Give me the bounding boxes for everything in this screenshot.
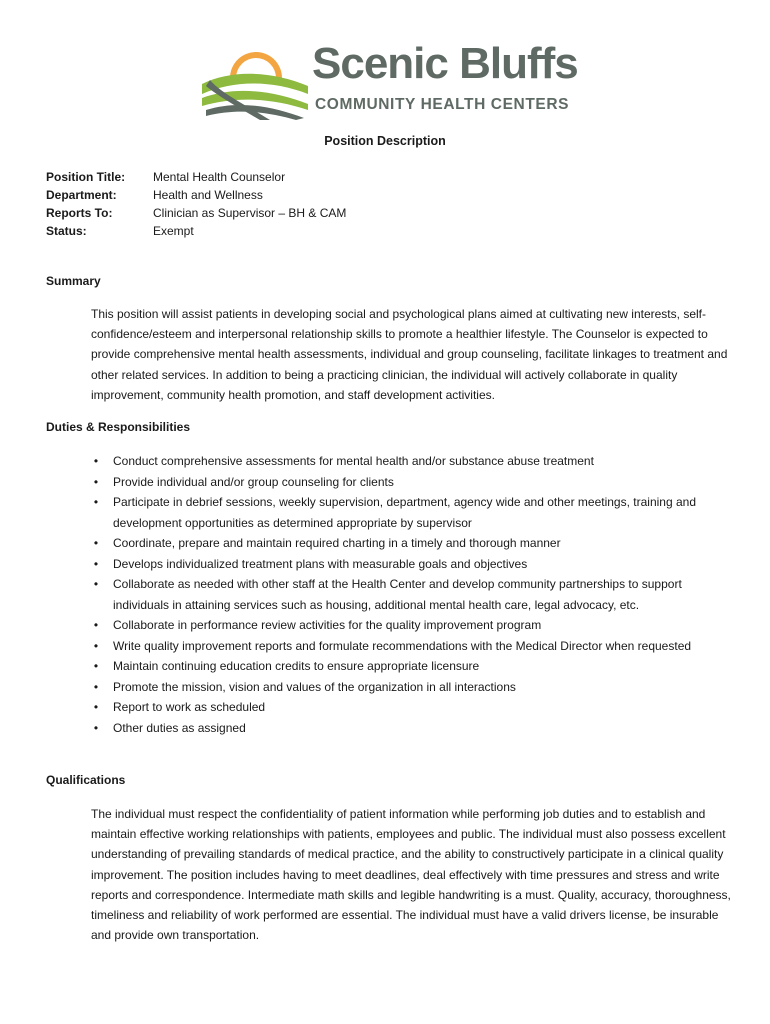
document-title: Position Description xyxy=(324,134,446,148)
list-item xyxy=(91,615,721,636)
meta-label: Reports To: xyxy=(46,206,113,220)
list-item xyxy=(91,451,721,472)
summary-heading: Summary xyxy=(46,274,101,288)
list-item xyxy=(91,492,721,533)
list-item xyxy=(91,718,721,739)
meta-row-status xyxy=(46,222,346,240)
logo-subtitle: COMMUNITY HEALTH CENTERS xyxy=(315,96,570,113)
list-item xyxy=(91,677,721,698)
list-item xyxy=(91,472,721,493)
list-item xyxy=(91,656,721,677)
company-logo xyxy=(200,40,580,124)
duties-heading: Duties & Responsibilities xyxy=(46,420,191,434)
bullet-icon: • xyxy=(93,577,99,591)
meta-value: Health and Wellness xyxy=(153,188,263,202)
duty-text: Report to work as scheduled xyxy=(113,700,266,714)
list-item xyxy=(91,697,721,718)
summary-text: This position will assist patients in developing social and psychological plans aimed at cultivating new interests, self-confidence/esteem and interpersonal relationship skills to promote a healthier lifestyle. The Counselor is expected to provide comprehensive mental health assessments, individual and group counseling, facilitate linkages to treatment and other related services. In addition to being a practicing clinician, the individual will actively collaborate in quality improvement, community health promotion, and staff development activities. xyxy=(91,307,728,402)
list-item xyxy=(91,533,721,554)
logo-hills-icon xyxy=(200,40,310,124)
duty-text: Develops individualized treatment plans with measurable goals and objectives xyxy=(113,556,528,571)
bullet-icon: • xyxy=(93,700,99,714)
duties-list xyxy=(91,451,721,738)
meta-value: Exempt xyxy=(153,224,194,238)
position-meta xyxy=(46,168,346,240)
meta-label: Status: xyxy=(46,224,87,238)
list-item xyxy=(91,636,721,657)
bullet-icon: • xyxy=(93,474,99,489)
list-item xyxy=(91,574,721,615)
bullet-icon: • xyxy=(93,495,99,509)
duty-text: Collaborate in performance review activities for the quality improvement program xyxy=(113,618,542,632)
meta-row-title xyxy=(46,168,346,186)
meta-label: Position Title: xyxy=(46,170,126,184)
bullet-icon: • xyxy=(93,536,99,550)
bullet-icon: • xyxy=(93,454,99,468)
duty-text: Maintain continuing education credits to ensure appropriate licensure xyxy=(113,659,480,673)
duty-text: Collaborate as needed with other staff at the Health Center and develop community partnerships to support individuals in attaining services such as housing, additional mental health care, legal advocacy, etc. xyxy=(113,577,682,612)
duty-text: Write quality improvement reports and formulate recommendations with the Medical Director when requested xyxy=(113,638,692,653)
bullet-icon: • xyxy=(93,720,99,735)
bullet-icon: • xyxy=(93,556,99,571)
duty-text: Participate in debrief sessions, weekly supervision, department, agency wide and other meetings, training and development opportunities as determined appropriate by supervisor xyxy=(113,495,696,530)
bullet-icon: • xyxy=(93,638,99,653)
meta-row-department xyxy=(46,186,346,204)
bullet-icon: • xyxy=(93,618,99,632)
meta-value: Mental Health Counselor xyxy=(153,170,286,184)
qualifications-heading: Qualifications xyxy=(46,773,126,787)
bullet-icon: • xyxy=(93,659,99,673)
bullet-icon: • xyxy=(93,679,99,694)
qualifications-text: The individual must respect the confidentiality of patient information while performing job duties and to establish and maintain effective working relationships with patients, employees and public. The individual must also possess excellent understanding of prevailing standards of medical practice, and the ability to constructively participate in a clinical quality improvement. The position includes having to meet deadlines, deal effectively with time pressures and stress and write reports and correspondence. Intermediate math skills and legible handwriting is a must. Quality, accuracy, thoroughness, timeliness and reliability of work performed are essential. The individual must have a valid drivers license, be insurable and provide own transportation. xyxy=(91,807,731,943)
meta-row-reports-to xyxy=(46,204,346,222)
logo-name: Scenic Bluffs xyxy=(312,39,578,88)
list-item xyxy=(91,554,721,575)
meta-label: Department: xyxy=(46,188,117,202)
duty-text: Promote the mission, vision and values of the organization in all interactions xyxy=(113,679,516,694)
duty-text: Other duties as assigned xyxy=(113,720,246,735)
duty-text: Coordinate, prepare and maintain required charting in a timely and thorough manner xyxy=(113,536,561,550)
meta-value: Clinician as Supervisor – BH & CAM xyxy=(153,206,347,220)
duty-text: Conduct comprehensive assessments for mental health and/or substance abuse treatment xyxy=(113,454,594,468)
duty-text: Provide individual and/or group counseling for clients xyxy=(113,474,394,489)
